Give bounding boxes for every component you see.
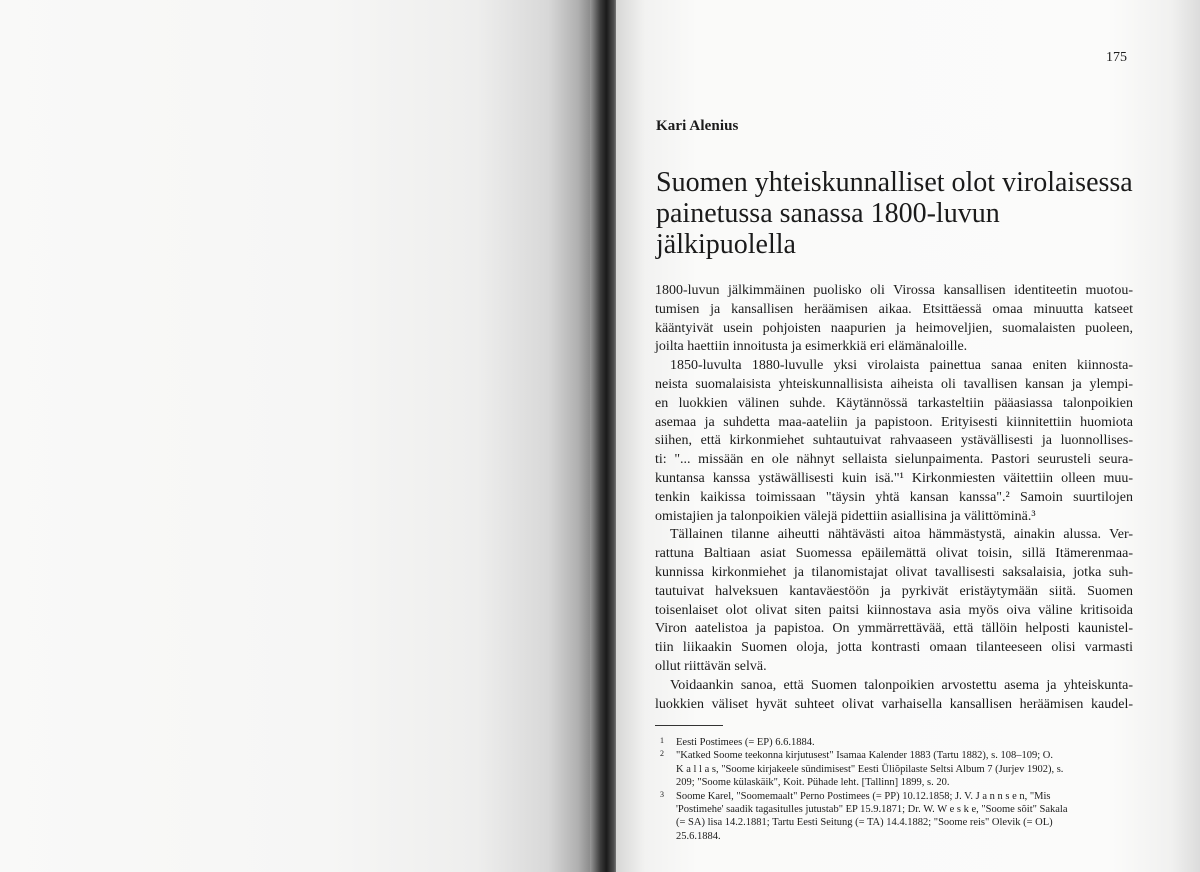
body-line: toisenlaiset olot olivat siten paitsi kiinnostava asia myös oiva väline kritisoida: [655, 602, 1133, 618]
footnote-mark: 2: [660, 749, 664, 759]
body-line: siihen, että kirkonmiehet suhtautuivat rahvaaseen ystävällisesti ja luonnollises-: [655, 433, 1133, 449]
body-line: omistajien ja talonpoikien välejä pidettiin asiallisina ja välittöminä.³: [655, 508, 1036, 524]
footnote-line: [660, 763, 1130, 776]
footnote-text: 209; "Soome külaskäik", Koit. Pühade leht. [Tallinn] 1899, s. 20.: [676, 777, 950, 789]
title-line: jälkipuolella: [656, 229, 796, 260]
body-line: asemaa ja suhdetta maa-aateliin ja papistoon. Erityisesti kiinnitettiin huomiota: [655, 414, 1133, 430]
footnote-line: [660, 816, 1130, 829]
footnote-line: [660, 749, 1130, 762]
body-line: 1850-luvulta 1880-luvulle yksi virolaista painettua sanaa eniten kiinnosta-: [670, 358, 1133, 374]
body-line: tenkin kaikissa toimissaan "täysin yhtä kansan kanssa".² Samoin suurtilojen: [655, 489, 1133, 505]
footnote-line: [660, 830, 1130, 843]
footnote-text: 25.6.1884.: [676, 830, 721, 842]
title-line: painetussa sanassa 1800-luvun: [656, 198, 1000, 229]
footnote-text: 'Postimehe' saadik tagasitulles jutustab" EP 15.9.1871; Dr. W. W e s k e, "Soome sõit" Sakala: [676, 803, 1068, 815]
footnote-line: [660, 776, 1130, 789]
body-line: 1800-luvun jälkimmäinen puolisko oli Virossa kansallisen identiteetin muotou-: [655, 283, 1133, 298]
footnote-line: [660, 736, 1130, 749]
body-line: luokkien väliset hyvät suhteet olivat varhaisella kansallisen heräämisen kaudel-: [655, 696, 1133, 712]
footnote-text: (= SA) lisa 14.2.1881; Tartu Eesti Seitung (= TA) 14.4.1882; "Soome reis" Olevik (= OL): [676, 817, 1053, 829]
body-line: ti: "... missään en ole nähnyt sellaista sielunpaimenta. Pastori seurusteli seura-: [655, 452, 1133, 468]
body-line: kääntyivät usein pohjoisten naapurien ja heimoveljien, suomalaisten puoleen,: [655, 320, 1133, 336]
body-line: en luokkien välinen suhde. Käytännössä tarkasteltiin pääasiassa talonpoikien: [655, 395, 1133, 411]
page-number: 175: [1106, 50, 1127, 65]
article-author: Kari Alenius: [656, 118, 739, 134]
footnotes: [660, 736, 1130, 843]
body-line: tiin liikaakin Suomen oloja, jotta kontrasti omaan tilanteeseen olisi varmasti: [655, 640, 1133, 656]
body-line: kunnissa kirkonmiehet ja tilanomistajat olivat tavallisesti saksalaisia, jotka suh-: [655, 564, 1133, 580]
body-line: Tällainen tilanne aiheutti nähtävästi aitoa hämmästystä, ainakin alussa. Ver-: [670, 527, 1133, 543]
body-line: neista suomalaisista yhteiskunnallisista aiheista oli tavallisen kansan ja ylempi-: [655, 376, 1133, 392]
footnote-mark: 3: [660, 789, 664, 799]
footnote-line: [660, 790, 1130, 803]
body-line: kuntansa kanssa ystäwällisesti kuin isä."¹ Kirkonmiesten väitettiin olleen muu-: [655, 470, 1133, 486]
footnote-text: Eesti Postimees (= EP) 6.6.1884.: [676, 737, 815, 748]
body-line: rattuna Baltiaan asiat Suomessa epäilemättä olivat toisin, sillä Itämerenmaa-: [655, 546, 1133, 562]
footnote-text: "Katked Soome teekonna kirjutusest" Isamaa Kalender 1883 (Tartu 1882), s. 108–109; O.: [676, 750, 1054, 762]
article-title: [656, 167, 1136, 260]
footnote-separator: [655, 725, 723, 726]
footnote-mark: 1: [660, 736, 664, 745]
body-line: Voidaankin sanoa, että Suomen talonpoikien arvostettu asema ja yhteiskunta-: [670, 677, 1133, 693]
left-page-blank: [0, 0, 596, 872]
body-line: Viron aatelistoa ja papistoa. On ymmärrettävää, että tällöin helposti kaunistel-: [655, 621, 1133, 637]
body-line: tumisen ja kansallisen heräämisen aikaa. Etsittäessä omaa minuutta katseet: [655, 301, 1133, 317]
footnote-text: Soome Karel, "Soomemaalt" Perno Postimees (= PP) 10.12.1858; J. V. J a n n s e n, "Mis: [676, 790, 1051, 802]
body-line: ollut riittävän selvä.: [655, 658, 767, 674]
title-line: Suomen yhteiskunnalliset olot virolaisessa: [656, 167, 1133, 198]
body-line: tautuivat halveksuen kantaväestöön ja pyrkivät eristäytymään siitä. Suomen: [655, 583, 1133, 599]
footnote-text: K a l l a s, "Soome kirjakeele sündimisest" Eesti Üliõpilaste Seltsi Album 7 (Jurjev 1902), s.: [676, 763, 1064, 775]
article-body: [655, 282, 1133, 714]
body-line: joilta haettiin innoitusta ja esimerkkiä eri elämänaloille.: [655, 339, 968, 355]
footnote-line: [660, 803, 1130, 816]
